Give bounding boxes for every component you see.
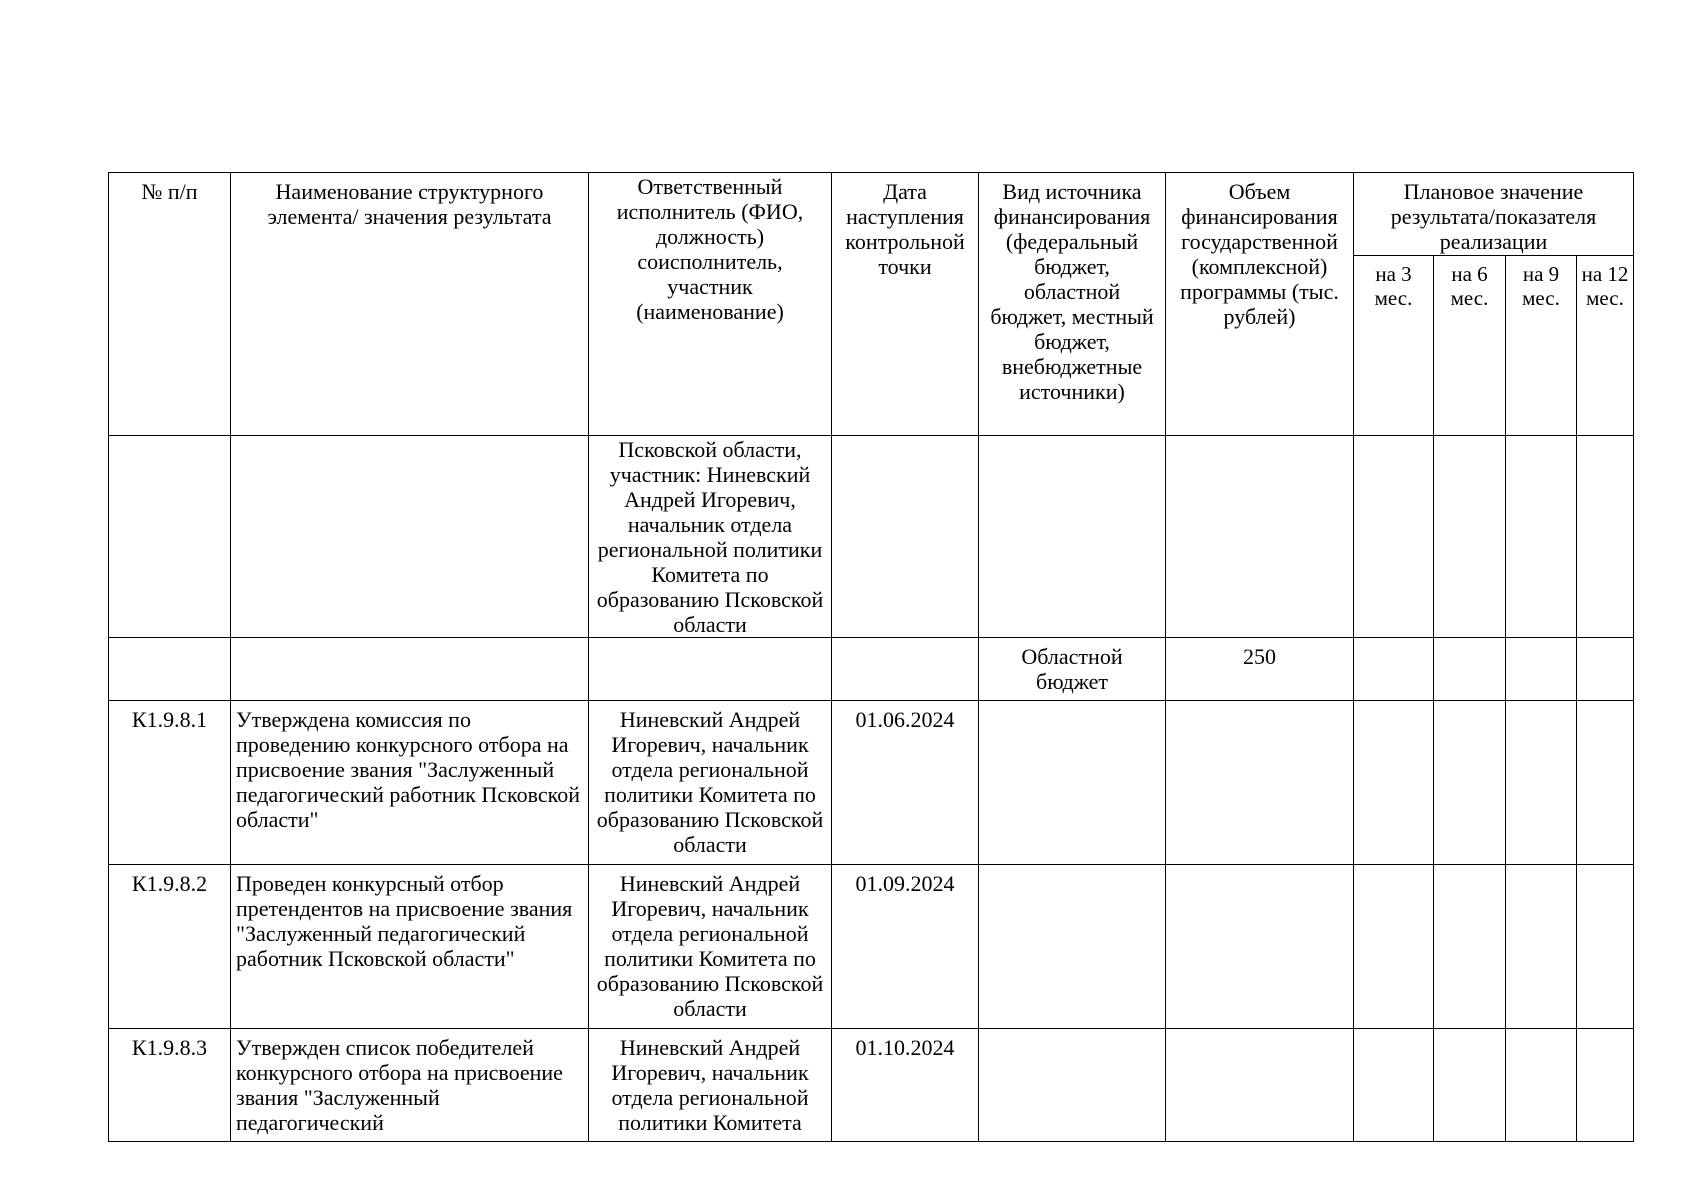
header-date: Дата наступления контрольной точки [832,173,979,436]
cell-q9 [1506,701,1577,865]
cell-q12 [1577,436,1634,638]
header-q9: на 9 мес. [1506,255,1577,435]
cell-volume: 250 [1166,638,1354,701]
header-responsible: Ответственный исполнитель (ФИО, должность) соисполнитель, участник (наименование) [589,173,832,436]
cell-source: Областной бюджет [979,638,1166,701]
cell-q3 [1354,701,1434,865]
cell-responsible: Псковской области, участник: Нинeвский Андрей Игоревич, начальник отдела региональной политики Комитета по образованию Псковской области [589,436,832,638]
cell-volume [1166,701,1354,865]
cell-source [979,701,1166,865]
cell-q9 [1506,865,1577,1029]
cell-q3 [1354,638,1434,701]
cell-q6 [1434,436,1506,638]
table-row [109,436,1634,638]
cell-date [832,436,979,638]
cell-q12 [1577,865,1634,1029]
cell-num: К1.9.8.1 [109,701,231,865]
cell-responsible [589,638,832,701]
cell-name: Утверждена комиссия по проведению конкурсного отбора на присвоение звания "Заслуженный педагогический работник Псковской области" [231,701,589,865]
cell-name [231,436,589,638]
cell-responsible: Ниневский Андрей Игоревич, начальник отдела региональной политики Комитета [589,1029,832,1142]
table-row [109,865,1634,1029]
header-plan: Плановое значение результата/показателя реализации [1354,173,1634,256]
cell-date [832,638,979,701]
cell-volume [1166,865,1354,1029]
plan-table [108,172,1634,1142]
cell-source [979,865,1166,1029]
cell-name: Проведен конкурсный отбор претендентов на присвоение звания "Заслуженный педагогический работник Псковской области" [231,865,589,1029]
cell-date: 01.09.2024 [832,865,979,1029]
cell-q3 [1354,1029,1434,1142]
cell-name: Утвержден список победителей конкурсного отбора на присвоение звания "Заслуженный педагогический [231,1029,589,1142]
cell-q6 [1434,701,1506,865]
cell-date: 01.06.2024 [832,701,979,865]
cell-responsible: Ниневский Андрей Игоревич, начальник отдела региональной политики Комитета по образованию Псковской области [589,865,832,1029]
header-q6: на 6 мес. [1434,255,1506,435]
cell-source [979,436,1166,638]
cell-volume [1166,436,1354,638]
cell-q12 [1577,1029,1634,1142]
cell-num [109,436,231,638]
cell-name [231,638,589,701]
cell-q6 [1434,1029,1506,1142]
cell-q6 [1434,638,1506,701]
cell-q3 [1354,865,1434,1029]
cell-q3 [1354,436,1434,638]
cell-responsible: Ниневский Андрей Игоревич, начальник отдела региональной политики Комитета по образованию Псковской области [589,701,832,865]
cell-date: 01.10.2024 [832,1029,979,1142]
header-num: № п/п [109,173,231,436]
cell-q6 [1434,865,1506,1029]
cell-num [109,638,231,701]
header-q3: на 3 мес. [1354,255,1434,435]
header-name: Наименование структурного элемента/ значения результата [231,173,589,436]
cell-source [979,1029,1166,1142]
cell-num: К1.9.8.3 [109,1029,231,1142]
cell-q12 [1577,638,1634,701]
cell-num: К1.9.8.2 [109,865,231,1029]
table-row [109,701,1634,865]
table-row [109,638,1634,701]
table-row [109,1029,1634,1142]
cell-q9 [1506,436,1577,638]
header-volume: Объем финансирования государственной (комплексной) программы (тыс. рублей) [1166,173,1354,436]
cell-volume [1166,1029,1354,1142]
cell-q9 [1506,1029,1577,1142]
header-q12: на 12 мес. [1577,255,1634,435]
header-source: Вид источника финансирования (федеральный бюджет, областной бюджет, местный бюджет, внебюджетные источники) [979,173,1166,436]
cell-q12 [1577,701,1634,865]
cell-q9 [1506,638,1577,701]
